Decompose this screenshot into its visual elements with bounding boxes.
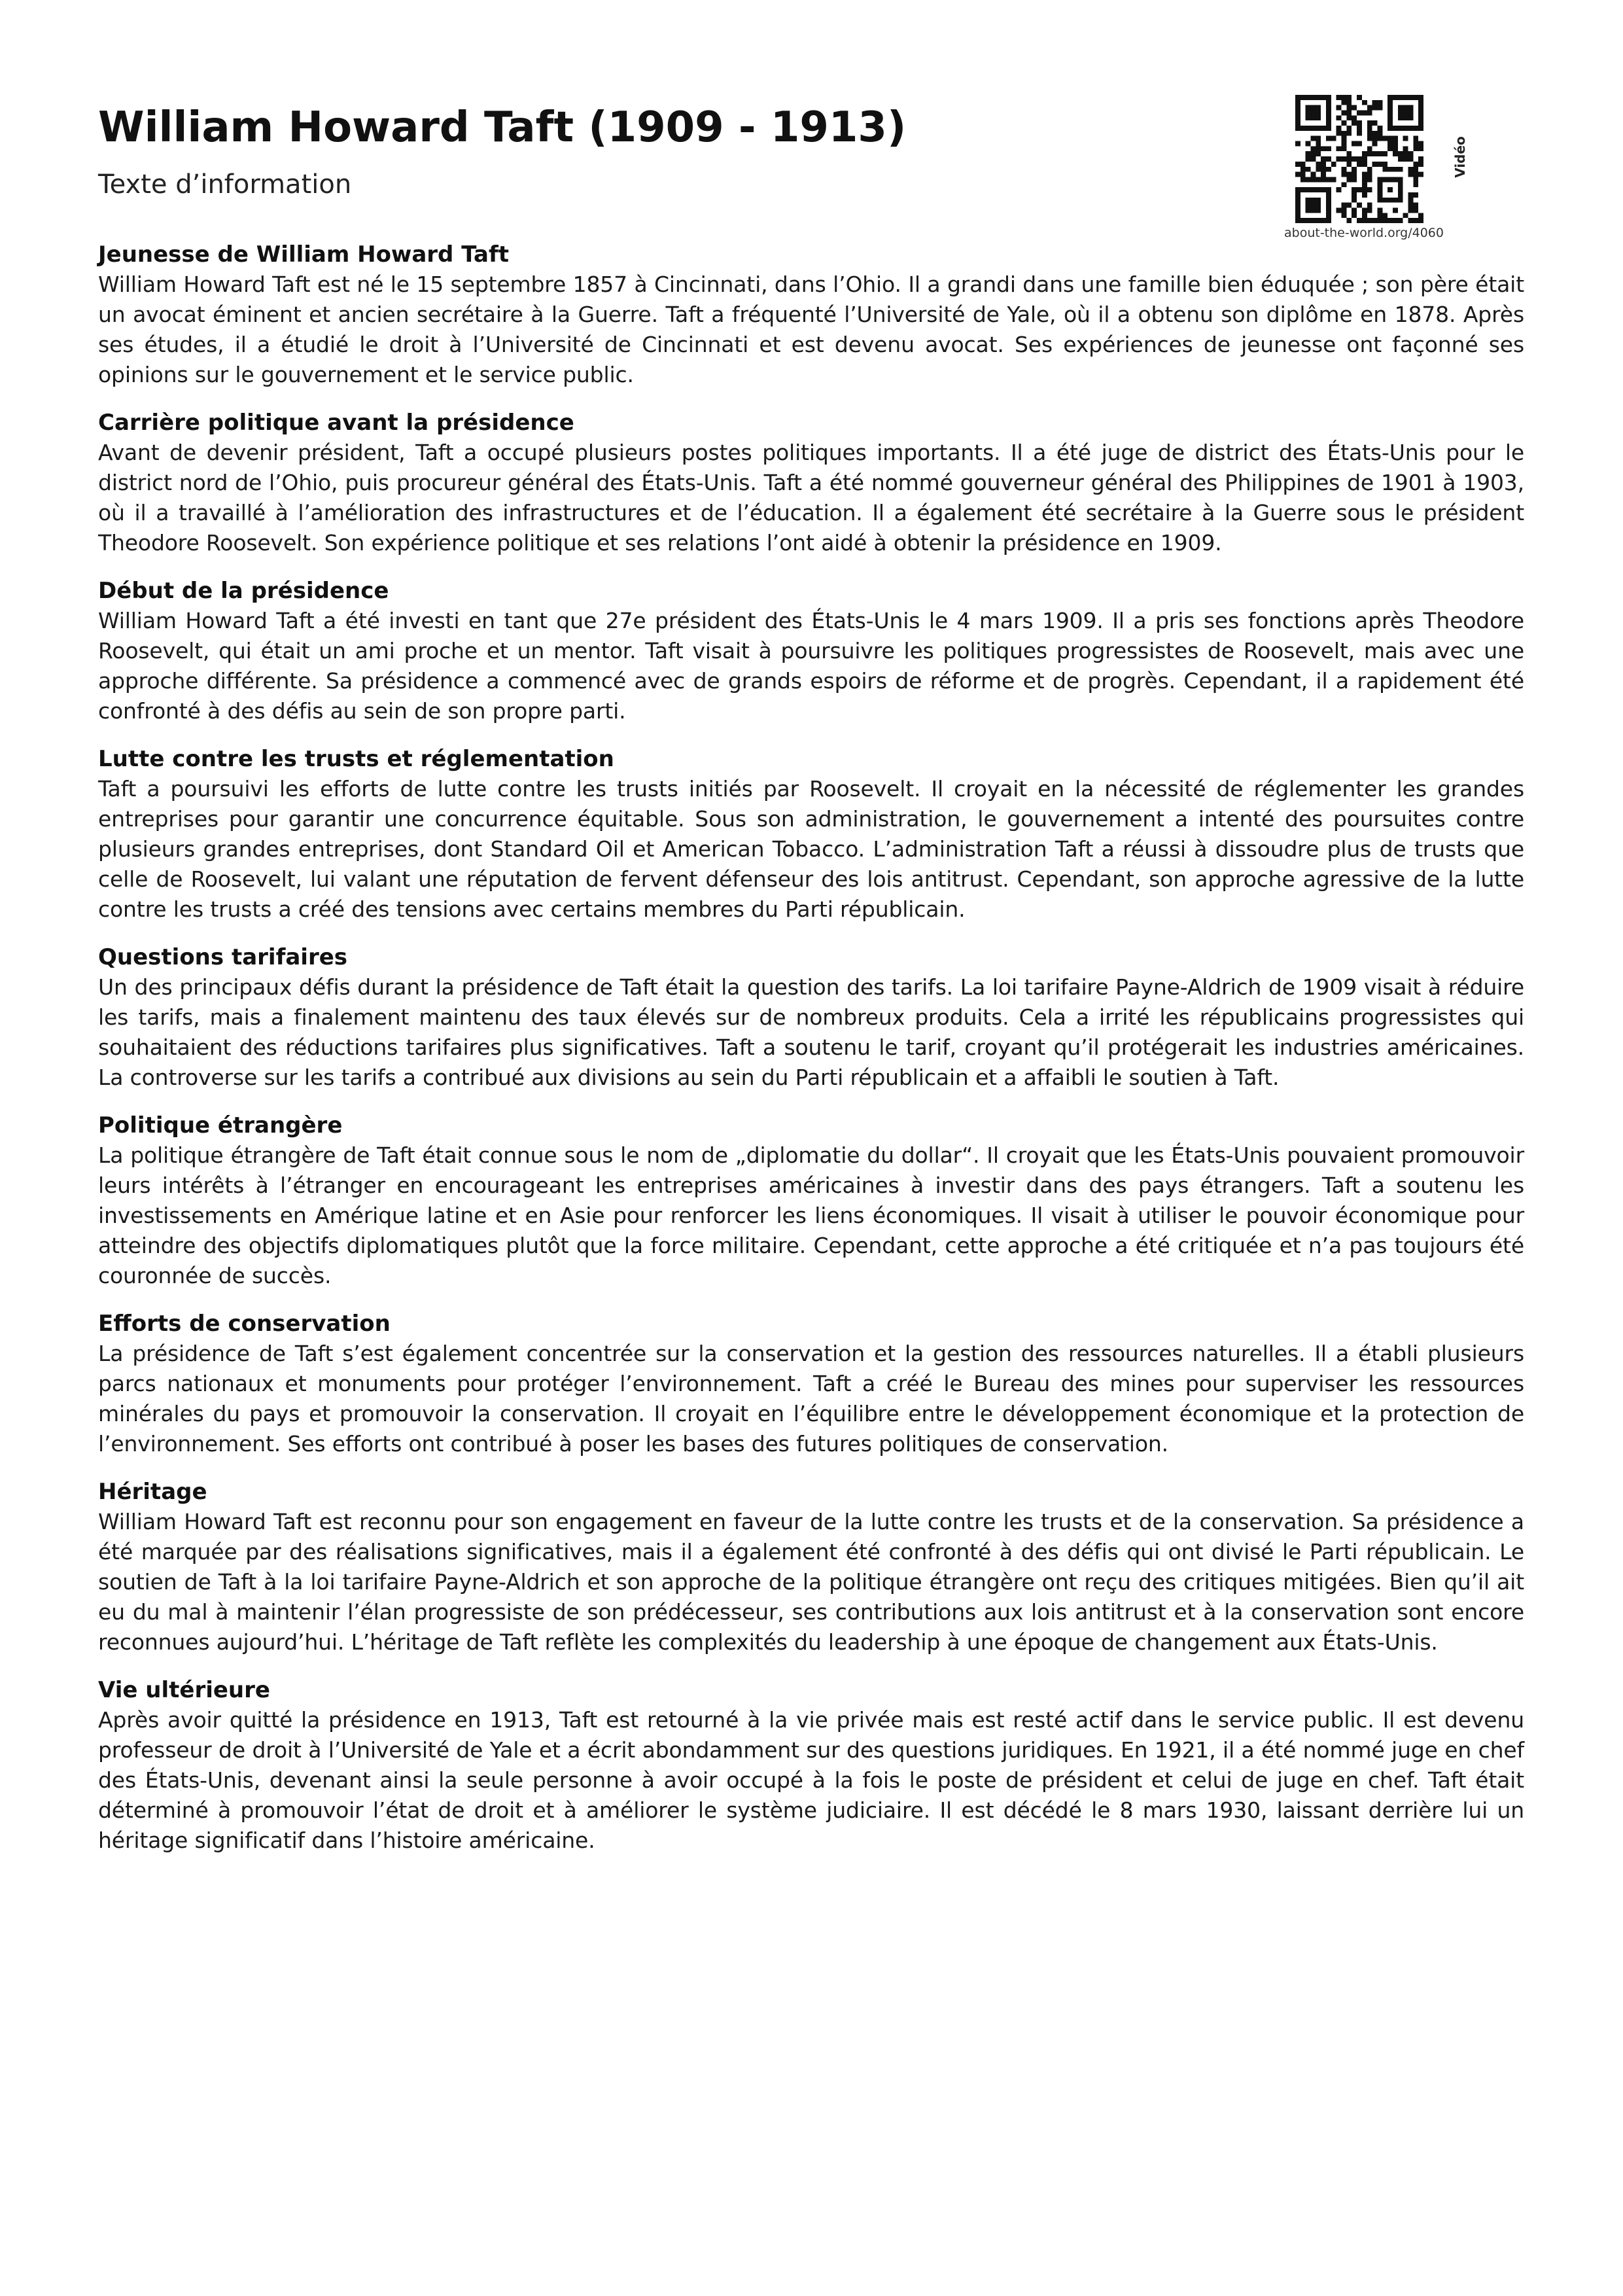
section-politique-etrangere xyxy=(98,1110,1524,1291)
section-paragraph: William Howard Taft a été investi en tant que 27e président des États-Unis le 4 mars 1909. Il a pris ses fonctions après Theodore Roosevelt, qui était un ami proche et un mentor. Taft visait à poursuivre les politiques progressistes de Roosevelt, mais avec une approche différente. Sa présidence a commencé avec de grands espoirs de réforme et de progrès. Cependant, il a rapidement été confronté à des défis au sein de son propre parti. xyxy=(98,608,1524,724)
section-jeunesse xyxy=(98,239,1524,390)
section-conservation xyxy=(98,1309,1524,1459)
qr-url-label[interactable]: about-the-world.org/4060 xyxy=(1284,226,1444,240)
section-heading: Vie ultérieure xyxy=(98,1677,270,1703)
section-heading: Lutte contre les trusts et réglementation xyxy=(98,746,614,772)
qr-code-block[interactable] xyxy=(1276,95,1459,245)
section-paragraph: William Howard Taft est né le 15 septembre 1857 à Cincinnati, dans l’Ohio. Il a grandi dans une famille bien éduquée ; son père était un avocat éminent et ancien secrétaire à la Guerre. Taft a fréquenté l’Université de Yale, où il a obtenu son diplôme en 1878. Après ses études, il a étudié le droit à l’Université de Cincinnati et est devenu avocat. Ses expériences de jeunesse ont façonné ses opinions sur le gouvernement et le service public. xyxy=(98,272,1524,387)
section-heading: Héritage xyxy=(98,1479,207,1505)
section-heading: Politique étrangère xyxy=(98,1112,343,1139)
section-debut-presidence xyxy=(98,576,1524,726)
section-paragraph: Avant de devenir président, Taft a occupé plusieurs postes politiques importants. Il a été juge de district des États-Unis pour le district nord de l’Ohio, puis procureur général des États-Unis. Taft a été nommé gouverneur général des Philippines de 1901 à 1903, où il a travaillé à l’amélioration des infrastructures et de l’éducation. Il a également été secrétaire à la Guerre sous le président Theodore Roosevelt. Son expérience politique et ses relations l’ont aidé à obtenir la présidence en 1909. xyxy=(98,440,1524,556)
document-body xyxy=(98,239,1524,1873)
section-heading: Efforts de conservation xyxy=(98,1311,391,1337)
section-heading: Carrière politique avant la présidence xyxy=(98,410,574,436)
section-paragraph: Taft a poursuivi les efforts de lutte contre les trusts initiés par Roosevelt. Il croyait en la nécessité de réglementer les grandes entreprises pour garantir une concurrence équitable. Sous son administration, le gouvernement a intenté des poursuites contre plusieurs grandes entreprises, dont Standard Oil et American Tobacco. L’administration Taft a réussi à dissoudre plus de trusts que celle de Roosevelt, lui valant une réputation de fervent défenseur des lois antitrust. Cependant, son approche agressive de la lutte contre les trusts a créé des tensions avec certains membres du Parti républicain. xyxy=(98,776,1524,922)
section-paragraph: Un des principaux défis durant la présidence de Taft était la question des tarifs. La loi tarifaire Payne-Aldrich de 1909 visait à réduire les tarifs, mais a finalement maintenu des taux élevés sur de nombreux produits. Cela a irrité les républicains progressistes qui souhaitaient des réductions tarifaires plus significatives. Taft a soutenu le tarif, croyant qu’il protégerait les industries américaines. La controverse sur les tarifs a contribué aux divisions au sein du Parti républicain et a affaibli le soutien à Taft. xyxy=(98,974,1524,1090)
section-heading: Jeunesse de William Howard Taft xyxy=(98,241,510,268)
section-paragraph: La présidence de Taft s’est également concentrée sur la conservation et la gestion des ressources naturelles. Il a établi plusieurs parcs nationaux et monuments pour protéger l’environnement. Taft a créé le Bureau des mines pour superviser les ressources minérales du pays et promouvoir la conservation. Il croyait en l’équilibre entre le développement économique et la protection de l’environnement. Ses efforts ont contribué à poser les bases des futures politiques de conservation. xyxy=(98,1341,1524,1457)
section-trusts xyxy=(98,744,1524,925)
section-paragraph: La politique étrangère de Taft était connue sous le nom de „diplomatie du dollar“. Il croyait que les États-Unis pouvaient promouvoir leurs intérêts à l’étranger en encourageant les entreprises américaines à investir dans des pays étrangers. Taft a soutenu les investissements en Amérique latine et en Asie pour renforcer les liens économiques. Il visait à utiliser le pouvoir économique pour atteindre des objectifs diplomatiques plutôt que la force militaire. Cependant, cette approche a été critiquée et n’a pas toujours été couronnée de succès. xyxy=(98,1142,1524,1288)
section-heading: Début de la présidence xyxy=(98,578,389,604)
section-vie-ulterieure xyxy=(98,1675,1524,1856)
document-header xyxy=(98,98,1210,203)
video-label: Vidéo xyxy=(1452,136,1468,178)
page-subtitle: Texte d’information xyxy=(98,169,352,200)
qr-code-icon[interactable] xyxy=(1295,95,1423,223)
page-title: William Howard Taft (1909 - 1913) xyxy=(98,103,907,152)
section-tarifs xyxy=(98,942,1524,1093)
section-heading: Questions tarifaires xyxy=(98,944,348,970)
section-paragraph: Après avoir quitté la présidence en 1913, Taft est retourné à la vie privée mais est resté actif dans le service public. Il est devenu professeur de droit à l’Université de Yale et a écrit abondamment sur des questions juridiques. En 1921, il a été nommé juge en chef des États-Unis, devenant ainsi la seule personne à avoir occupé à la fois le poste de président et celui de juge en chef. Taft était déterminé à promouvoir l’état de droit et à améliorer le système judiciaire. Il est décédé le 8 mars 1930, laissant derrière lui un héritage significatif dans l’histoire américaine. xyxy=(98,1707,1524,1853)
section-heritage xyxy=(98,1477,1524,1657)
section-paragraph: William Howard Taft est reconnu pour son engagement en faveur de la lutte contre les trusts et de la conservation. Sa présidence a été marquée par des réalisations significatives, mais il a également été confronté à des défis qui ont divisé le Parti républicain. Le soutien de Taft à la loi tarifaire Payne-Aldrich et son approche de la politique étrangère ont reçu des critiques mitigées. Bien qu’il ait eu du mal à maintenir l’élan progressiste de son prédécesseur, ses contributions aux lois antitrust et à la conservation sont encore reconnues aujourd’hui. L’héritage de Taft reflète les complexités du leadership à une époque de changement aux États-Unis. xyxy=(98,1509,1524,1655)
section-carriere-politique xyxy=(98,408,1524,558)
